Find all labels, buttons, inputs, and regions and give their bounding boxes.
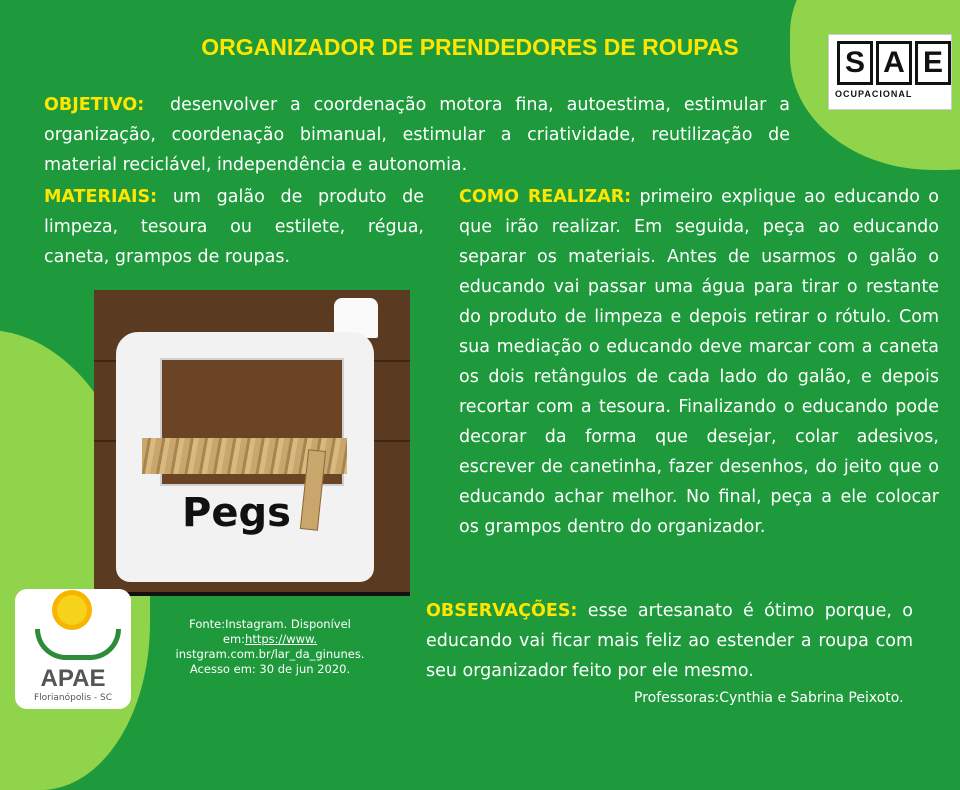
apae-logo-name: APAE (40, 665, 106, 692)
sae-logo-letter: E (915, 41, 951, 85)
source-access-date: Acesso em: 30 de jun 2020. (189, 662, 351, 676)
objetivo-label: OBJETIVO: (44, 95, 145, 115)
hands-icon (35, 629, 121, 660)
jug-label-text: Pegs (182, 490, 291, 536)
objetivo-paragraph (44, 90, 790, 180)
apae-logo (15, 589, 131, 709)
sae-logo (828, 34, 952, 110)
source-link[interactable]: https://www. (245, 632, 318, 646)
page-title: ORGANIZADOR DE PRENDEDORES DE ROUPAS (201, 34, 739, 60)
source-citation (170, 617, 370, 677)
como-realizar-paragraph (459, 182, 939, 542)
source-prefix: Fonte:Instagram. Disponível em: (189, 617, 351, 646)
materiais-label: MATERIAIS: (44, 187, 158, 207)
objetivo-text: desenvolver a coordenação motora fina, autoestima, estimular a organização, coordenação bimanual, estimular a criatividade, reutilização de material reciclável, independência e autonomia. (44, 95, 790, 175)
sae-logo-letter: S (837, 41, 873, 85)
observacoes-paragraph (426, 596, 913, 686)
como-realizar-label: COMO REALIZAR: (459, 187, 632, 207)
materiais-paragraph (44, 182, 424, 272)
observacoes-label: OBSERVAÇÕES: (426, 601, 578, 621)
observacoes-text: esse artesanato é ótimo porque, o educando vai ficar mais feliz ao estender a roupa com seu organizador feito por ele mesmo. (426, 601, 913, 681)
flower-icon (57, 595, 87, 625)
sae-logo-subtitle: OCUPACIONAL (835, 89, 913, 99)
author-credit: Professoras:Cynthia e Sabrina Peixoto. (634, 690, 904, 706)
source-link-rest: instgram.com.br/lar_da_ginunes. (175, 647, 365, 661)
materiais-text: um galão de produto de limpeza, tesoura ou estilete, régua, caneta, grampos de roupas. (44, 187, 424, 267)
como-realizar-text: primeiro explique ao educando o que irão realizar. Em seguida, peça ao educando separar os materiais. Antes de usarmos o galão o educando vai passar uma água para tirar o restante do produto de limpeza e depois retirar o rótulo. Com sua mediação o educando deve marcar com a caneta os dois retângulos de cada lado do galão, e depois recortar com a tesoura. Finalizando o educando pode decorar da forma que desejar, colar adesivos, escrever de canetinha, fazer desenhos, do jeito que o educando achar melhor. No final, peça a ele colocar os grampos dentro do organizador. (459, 187, 939, 537)
product-photo (94, 290, 410, 596)
sae-logo-letter: A (876, 41, 912, 85)
apae-logo-city: Florianópolis - SC (34, 693, 112, 703)
